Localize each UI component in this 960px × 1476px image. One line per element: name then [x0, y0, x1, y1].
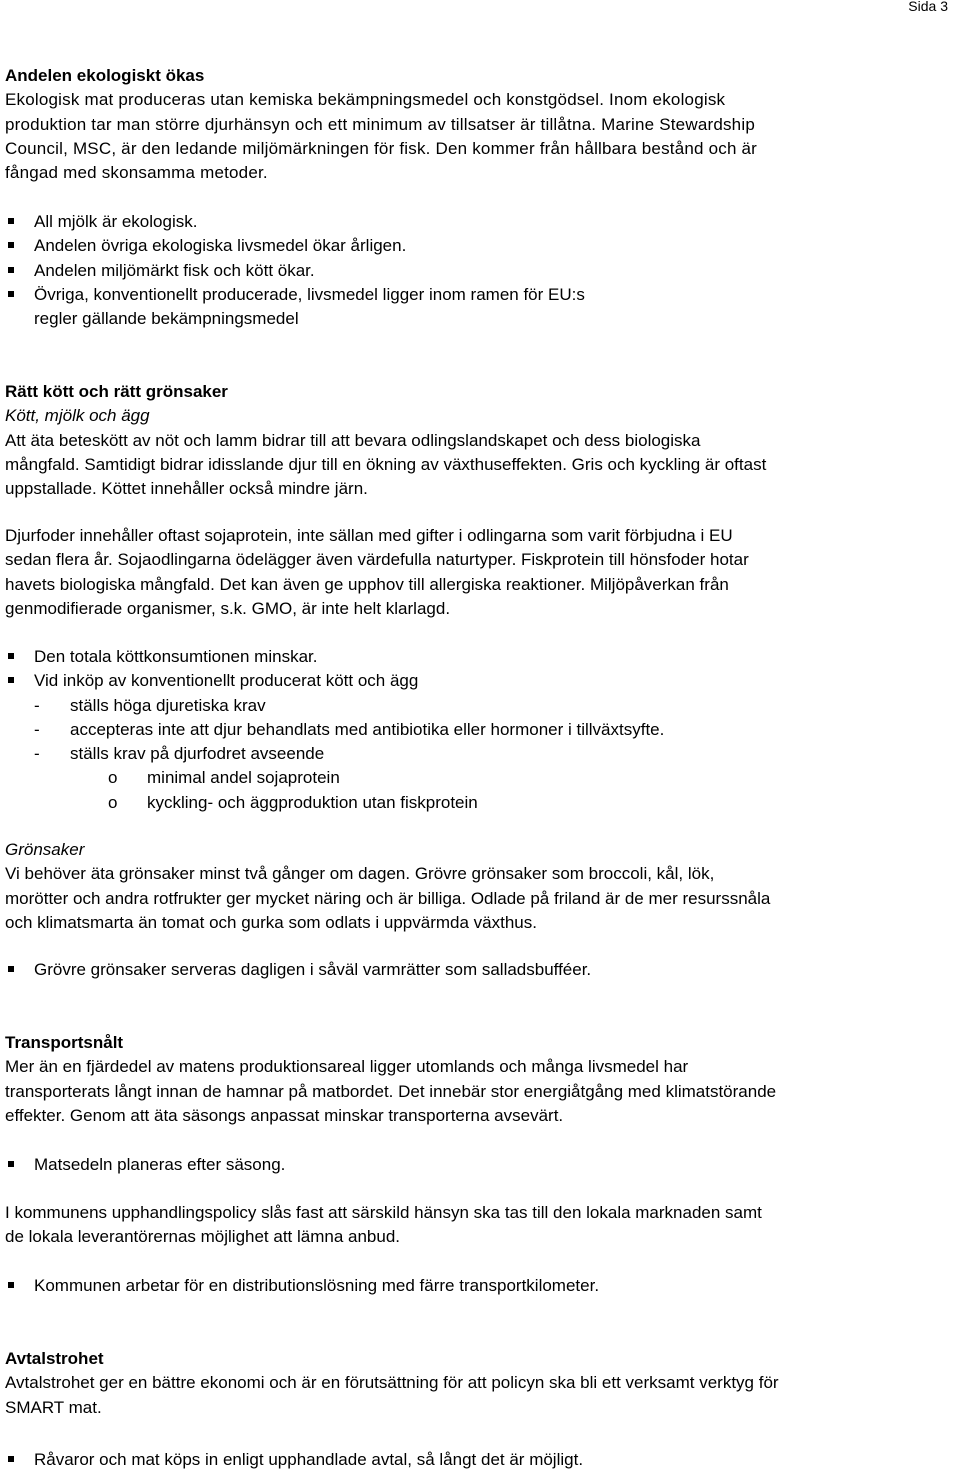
transport-bullet-1 — [5, 1153, 955, 1177]
dash-item-text: ställs krav på djurfodret avseende — [70, 744, 325, 764]
meat-p2-line-2: sedan flera år. Sojaodlingarna ödelägger även värdefulla naturtyper. Fiskprotein till hönsfoder hotar — [5, 550, 749, 570]
organic-line-1: Ekologisk mat produceras utan kemiska bekämpningsmedel och konstgödsel. Inom ekologisk — [5, 90, 726, 110]
list-item-line-1: Övriga, konventionellt producerade, livsmedel ligger inom ramen för EU:s — [34, 284, 585, 304]
meat-p2-line-4: genmodifierade organismer, s.k. GMO, är inte helt klarlagd. — [5, 598, 451, 618]
organic-line-2: produktion tar man större djurhänsyn och ett minimum av tillsatser är tillåtna. Marine Stewardship — [5, 114, 755, 134]
sub-item-text: minimal andel sojaprotein — [147, 768, 340, 788]
meat-heading: Rätt kött och rätt grönsaker — [5, 382, 228, 401]
vegetables-bullets — [5, 958, 955, 982]
transport-line-3: effekter. Genom att äta säsongs anpassat minskar transporterna avsevärt. — [5, 1105, 564, 1125]
sub-item-text: kyckling- och äggproduktion utan fiskprotein — [147, 792, 478, 812]
transport-section — [5, 1031, 955, 1128]
vegetables-line-1: Vi behöver äta grönsaker minst två gånger om dagen. Grövre grönsaker som broccoli, kål, lök, — [5, 864, 715, 884]
transport-p2-line-2: de lokala leverantörernas möjlighet att lämna anbud. — [5, 1227, 401, 1247]
dash-item — [5, 694, 955, 718]
organic-line-4: fångad med skonsamma metoder. — [5, 163, 268, 183]
organic-section — [5, 64, 955, 185]
list-item: Andelen övriga ekologiska livsmedel ökar årligen. — [5, 234, 955, 258]
vegetables-subheading: Grönsaker — [5, 840, 85, 859]
dash-marker: - — [34, 695, 40, 715]
meat-subheading: Kött, mjölk och ägg — [5, 406, 150, 426]
meat-paragraph-2 — [5, 524, 955, 621]
contract-section — [5, 1347, 955, 1420]
vegetables-line-2: morötter och andra rotfrukter ger mycket näring och är billiga. Odlade på friland är de mer resurssnåla — [5, 888, 771, 908]
meat-section — [5, 380, 955, 501]
transport-bullet-2 — [5, 1274, 955, 1298]
meat-p1-line-1: Att äta beteskött av nöt och lamm bidrar till att bevara odlingslandskapet och dess biologiska — [5, 430, 701, 450]
transport-heading: Transportsnålt — [5, 1033, 124, 1052]
meat-bullets — [5, 645, 955, 815]
meat-p1-line-2: mångfald. Samtidigt bidrar idisslande djur till en ökning av växthuseffekten. Gris och kyckling är oftast — [5, 454, 767, 474]
transport-line-2: transporterats långt innan de hamnar på matbordet. Det innebär stor energiåtgång med klimatstörande — [5, 1081, 777, 1101]
transport-p2-line-1: I kommunens upphandlingspolicy slås fast att särskild hänsyn ska tas till den lokala marknaden samt — [5, 1203, 762, 1222]
contract-line-1: Avtalstrohet ger en bättre ekonomi och är en förutsättning för att policyn ska bli ett verksamt verktyg för — [5, 1373, 779, 1393]
vegetables-line-3: och klimatsmarta än tomat och gurka som odlats i uppvärmda växthus. — [5, 912, 537, 932]
dash-marker: - — [34, 719, 40, 739]
dash-item — [5, 718, 955, 742]
o-marker: o — [108, 768, 118, 788]
contract-bullet — [5, 1448, 955, 1472]
dash-item — [5, 742, 955, 766]
list-item: Den totala köttkonsumtionen minskar. — [5, 645, 955, 669]
dash-item-text: accepteras inte att djur behandlats med antibiotika eller hormoner i tillväxtsyfte. — [70, 719, 665, 739]
meat-p1-line-3: uppstallade. Köttet innehåller också mindre järn. — [5, 479, 368, 499]
organic-heading: Andelen ekologiskt ökas — [5, 66, 205, 85]
vegetables-section — [5, 838, 955, 935]
sub-item — [5, 766, 955, 790]
meat-p2-line-1: Djurfoder innehåller oftast sojaprotein, inte sällan med gifter i odlingarna som varit förbjudna i EU — [5, 526, 733, 545]
list-item: Matsedeln planeras efter säsong. — [5, 1153, 955, 1177]
list-item: Andelen miljömärkt fisk och kött ökar. — [5, 259, 955, 283]
dash-marker: - — [34, 744, 40, 764]
list-item: Kommunen arbetar för en distributionslösning med färre transportkilometer. — [5, 1274, 955, 1298]
list-item: Grövre grönsaker serveras dagligen i såväl varmrätter som salladsbufféer. — [5, 958, 955, 982]
contract-heading: Avtalstrohet — [5, 1349, 104, 1368]
list-item — [5, 283, 955, 332]
sub-item — [5, 791, 955, 815]
o-marker: o — [108, 792, 118, 812]
list-item: Råvaror och mat köps in enligt upphandlade avtal, så långt det är möjligt. — [5, 1448, 955, 1472]
dash-item-text: ställs höga djuretiska krav — [70, 695, 266, 715]
list-item: Vid inköp av konventionellt producerat kött och ägg — [5, 669, 955, 693]
organic-line-3: Council, MSC, är den ledande miljömärkningen för fisk. Den kommer från hållbara bestånd och är — [5, 138, 758, 158]
transport-line-1: Mer än en fjärdedel av matens produktionsareal ligger utomlands och många livsmedel har — [5, 1057, 689, 1077]
list-item: All mjölk är ekologisk. — [5, 210, 955, 234]
transport-paragraph-2 — [5, 1201, 955, 1250]
list-item-line-2: regler gällande bekämpningsmedel — [34, 309, 299, 329]
contract-line-2: SMART mat. — [5, 1397, 102, 1417]
organic-bullets — [5, 210, 955, 331]
meat-p2-line-3: havets biologiska mångfald. Det kan även ge upphov till allergiska reaktioner. Miljöpåverkan från — [5, 574, 729, 594]
page-number: Sida 3 — [908, 0, 948, 14]
